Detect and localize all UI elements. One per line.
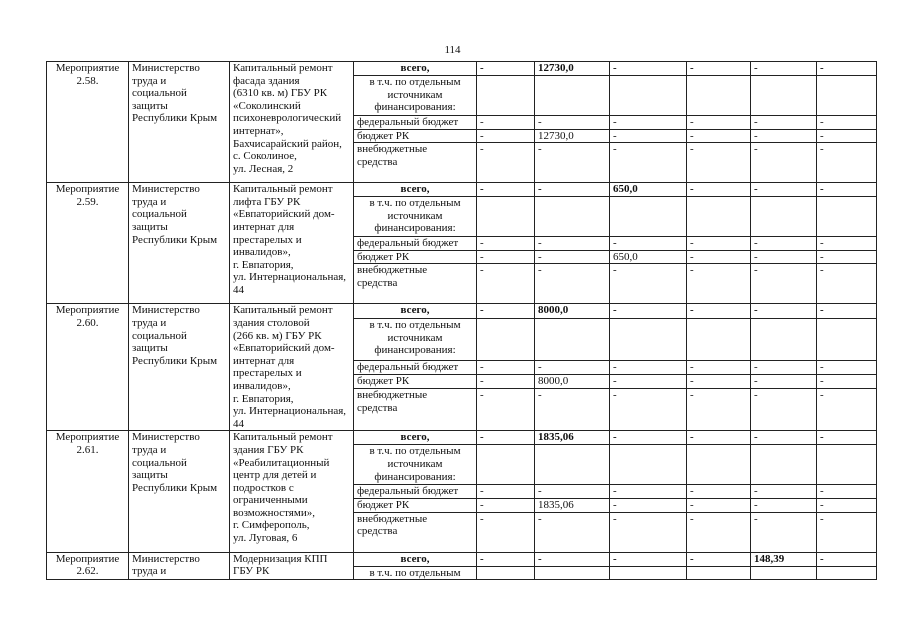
measure-description: Капитальный ремонт фасада здания (6310 кв. м) ГБУ РК «Соколинский психоневрологический интернат», Бахчисарайский район, с. Соколиное, ул. Лесная, 2 <box>230 62 354 183</box>
amount-cell: - <box>751 360 817 374</box>
funding-table <box>46 61 877 580</box>
amount-cell: - <box>535 360 610 374</box>
amount-cell: - <box>817 389 877 431</box>
funding-source-federal: федеральный бюджет <box>354 237 477 251</box>
amount-cell: - <box>817 264 877 304</box>
funding-source-offbudget: внебюджетные средства <box>354 389 477 431</box>
amount-cell: - <box>817 237 877 251</box>
measure-description: Капитальный ремонт здания столовой (266 кв. м) ГБУ РК «Евпаторийский дом- интернат для престарелых и инвалидов», г. Евпатория, ул. Интернациональная, 44 <box>230 304 354 431</box>
executor-cell: Министерство труда и социальной защиты Республики Крым <box>129 304 230 431</box>
amount-cell: - <box>610 62 687 76</box>
amount-cell <box>535 76 610 116</box>
measure-description: Капитальный ремонт лифта ГБУ РК «Евпаторийский дом- интернат для престарелых и инвалидов», г. Евпатория, ул. Интернациональная, 44 <box>230 183 354 304</box>
amount-cell <box>535 566 610 580</box>
funding-source-total: всего, <box>354 431 477 445</box>
amount-cell <box>751 566 817 580</box>
funding-source-offbudget: внебюджетные средства <box>354 512 477 552</box>
amount-cell: - <box>477 250 535 264</box>
amount-cell: - <box>687 389 751 431</box>
amount-cell: - <box>751 498 817 512</box>
amount-cell: - <box>535 143 610 183</box>
amount-cell: - <box>477 498 535 512</box>
amount-cell: - <box>751 62 817 76</box>
amount-cell: - <box>477 62 535 76</box>
amount-cell <box>477 566 535 580</box>
funding-source-incl: в т.ч. по отдельным источникам финансирования: <box>354 319 477 361</box>
amount-cell <box>610 76 687 116</box>
amount-cell: - <box>610 264 687 304</box>
funding-source-total: всего, <box>354 304 477 319</box>
funding-source-federal: федеральный бюджет <box>354 116 477 130</box>
amount-cell <box>817 445 877 485</box>
amount-cell <box>751 197 817 237</box>
funding-source-rk: бюджет РК <box>354 375 477 389</box>
amount-cell <box>477 445 535 485</box>
amount-cell: - <box>751 143 817 183</box>
table-row <box>47 552 877 566</box>
amount-cell <box>687 76 751 116</box>
table-row <box>47 431 877 445</box>
amount-cell: - <box>477 360 535 374</box>
measure-description: Капитальный ремонт здания ГБУ РК «Реабилитационный центр для детей и подростков с ограниченными возможностями», г. Симферополь, ул. Луговая, 6 <box>230 431 354 552</box>
amount-cell: - <box>687 264 751 304</box>
amount-cell: - <box>477 116 535 130</box>
amount-cell: - <box>687 360 751 374</box>
amount-cell: 650,0 <box>610 250 687 264</box>
amount-cell: - <box>477 375 535 389</box>
amount-cell: - <box>610 512 687 552</box>
amount-cell <box>751 445 817 485</box>
amount-cell: - <box>477 264 535 304</box>
amount-cell: - <box>817 143 877 183</box>
amount-cell: - <box>477 129 535 143</box>
table-row <box>47 62 877 76</box>
amount-cell <box>610 319 687 361</box>
amount-cell: - <box>535 264 610 304</box>
amount-cell: - <box>610 498 687 512</box>
funding-source-offbudget: внебюджетные средства <box>354 264 477 304</box>
measure-number: Мероприятие 2.62. <box>47 552 129 580</box>
measure-number: Мероприятие 2.61. <box>47 431 129 552</box>
amount-cell: - <box>687 250 751 264</box>
amount-cell: - <box>817 116 877 130</box>
amount-cell: - <box>751 250 817 264</box>
amount-cell: - <box>751 237 817 251</box>
amount-cell: - <box>610 129 687 143</box>
amount-cell: - <box>535 116 610 130</box>
amount-cell <box>477 76 535 116</box>
amount-cell <box>751 319 817 361</box>
amount-cell: - <box>751 431 817 445</box>
amount-cell: - <box>610 431 687 445</box>
amount-cell: - <box>751 116 817 130</box>
amount-cell: - <box>817 485 877 499</box>
amount-cell: - <box>817 62 877 76</box>
amount-cell <box>687 445 751 485</box>
measure-number: Мероприятие 2.59. <box>47 183 129 304</box>
amount-cell: - <box>687 512 751 552</box>
amount-cell <box>817 319 877 361</box>
amount-cell: - <box>610 304 687 319</box>
amount-cell: 12730,0 <box>535 129 610 143</box>
amount-cell: - <box>610 552 687 566</box>
amount-cell: - <box>687 552 751 566</box>
amount-cell <box>687 566 751 580</box>
amount-cell: - <box>687 116 751 130</box>
table-row <box>47 304 877 319</box>
amount-cell: - <box>610 143 687 183</box>
amount-cell <box>817 566 877 580</box>
executor-cell: Министерство труда и социальной защиты Республики Крым <box>129 431 230 552</box>
amount-cell: - <box>687 237 751 251</box>
amount-cell <box>817 76 877 116</box>
amount-cell: - <box>687 485 751 499</box>
amount-cell: - <box>817 250 877 264</box>
amount-cell <box>535 197 610 237</box>
amount-cell <box>817 197 877 237</box>
amount-cell: - <box>535 512 610 552</box>
funding-source-rk: бюджет РК <box>354 250 477 264</box>
amount-cell: - <box>477 485 535 499</box>
amount-cell: - <box>535 237 610 251</box>
amount-cell: - <box>751 375 817 389</box>
amount-cell <box>610 445 687 485</box>
amount-cell: 650,0 <box>610 183 687 197</box>
amount-cell: - <box>687 498 751 512</box>
amount-cell: 12730,0 <box>535 62 610 76</box>
amount-cell <box>610 197 687 237</box>
amount-cell: - <box>817 375 877 389</box>
funding-source-incl: в т.ч. по отдельным источникам финансирования: <box>354 445 477 485</box>
amount-cell <box>610 566 687 580</box>
page-number: 114 <box>444 44 461 56</box>
funding-source-offbudget: внебюджетные средства <box>354 143 477 183</box>
amount-cell: - <box>610 360 687 374</box>
amount-cell: - <box>610 485 687 499</box>
amount-cell: - <box>477 552 535 566</box>
amount-cell <box>687 319 751 361</box>
amount-cell: - <box>610 237 687 251</box>
amount-cell: - <box>751 512 817 552</box>
funding-source-rk: бюджет РК <box>354 498 477 512</box>
funding-source-total: всего, <box>354 552 477 566</box>
amount-cell: - <box>687 129 751 143</box>
amount-cell: - <box>687 183 751 197</box>
amount-cell: - <box>751 264 817 304</box>
amount-cell: - <box>610 116 687 130</box>
amount-cell <box>535 445 610 485</box>
amount-cell: - <box>687 143 751 183</box>
measure-number: Мероприятие 2.60. <box>47 304 129 431</box>
funding-source-federal: федеральный бюджет <box>354 485 477 499</box>
amount-cell <box>477 319 535 361</box>
amount-cell: - <box>477 512 535 552</box>
amount-cell: - <box>817 304 877 319</box>
funding-source-total: всего, <box>354 62 477 76</box>
amount-cell: - <box>477 143 535 183</box>
amount-cell <box>477 197 535 237</box>
executor-cell: Министерство труда и социальной защиты Республики Крым <box>129 183 230 304</box>
executor-cell: Министерство труда и <box>129 552 230 580</box>
amount-cell: - <box>751 183 817 197</box>
amount-cell: - <box>535 552 610 566</box>
amount-cell: - <box>751 304 817 319</box>
amount-cell: 1835,06 <box>535 498 610 512</box>
amount-cell: 1835,06 <box>535 431 610 445</box>
executor-cell: Министерство труда и социальной защиты Республики Крым <box>129 62 230 183</box>
amount-cell: - <box>477 389 535 431</box>
amount-cell: - <box>687 431 751 445</box>
amount-cell: - <box>535 183 610 197</box>
amount-cell: - <box>751 389 817 431</box>
funding-source-rk: бюджет РК <box>354 129 477 143</box>
measure-description: Модернизация КПП ГБУ РК <box>230 552 354 580</box>
table-row <box>47 183 877 197</box>
amount-cell: 8000,0 <box>535 375 610 389</box>
funding-source-incl: в т.ч. по отдельным источникам финансирования: <box>354 76 477 116</box>
amount-cell: - <box>817 360 877 374</box>
amount-cell: - <box>817 512 877 552</box>
amount-cell: - <box>817 129 877 143</box>
amount-cell: - <box>817 431 877 445</box>
funding-source-total: всего, <box>354 183 477 197</box>
amount-cell: 148,39 <box>751 552 817 566</box>
amount-cell: - <box>477 431 535 445</box>
amount-cell: - <box>610 389 687 431</box>
amount-cell: - <box>817 183 877 197</box>
amount-cell: - <box>535 389 610 431</box>
measure-number: Мероприятие 2.58. <box>47 62 129 183</box>
table-body <box>47 62 877 580</box>
amount-cell: - <box>687 304 751 319</box>
amount-cell: 8000,0 <box>535 304 610 319</box>
amount-cell <box>535 319 610 361</box>
funding-source-federal: федеральный бюджет <box>354 360 477 374</box>
amount-cell: - <box>535 485 610 499</box>
amount-cell <box>687 197 751 237</box>
amount-cell: - <box>751 129 817 143</box>
amount-cell: - <box>817 552 877 566</box>
amount-cell: - <box>477 237 535 251</box>
amount-cell: - <box>477 304 535 319</box>
amount-cell <box>751 76 817 116</box>
amount-cell: - <box>477 183 535 197</box>
amount-cell: - <box>535 250 610 264</box>
amount-cell: - <box>610 375 687 389</box>
amount-cell: - <box>687 375 751 389</box>
funding-source-incl: в т.ч. по отдельным <box>354 566 477 580</box>
funding-source-incl: в т.ч. по отдельным источникам финансирования: <box>354 197 477 237</box>
amount-cell: - <box>751 485 817 499</box>
amount-cell: - <box>817 498 877 512</box>
amount-cell: - <box>687 62 751 76</box>
